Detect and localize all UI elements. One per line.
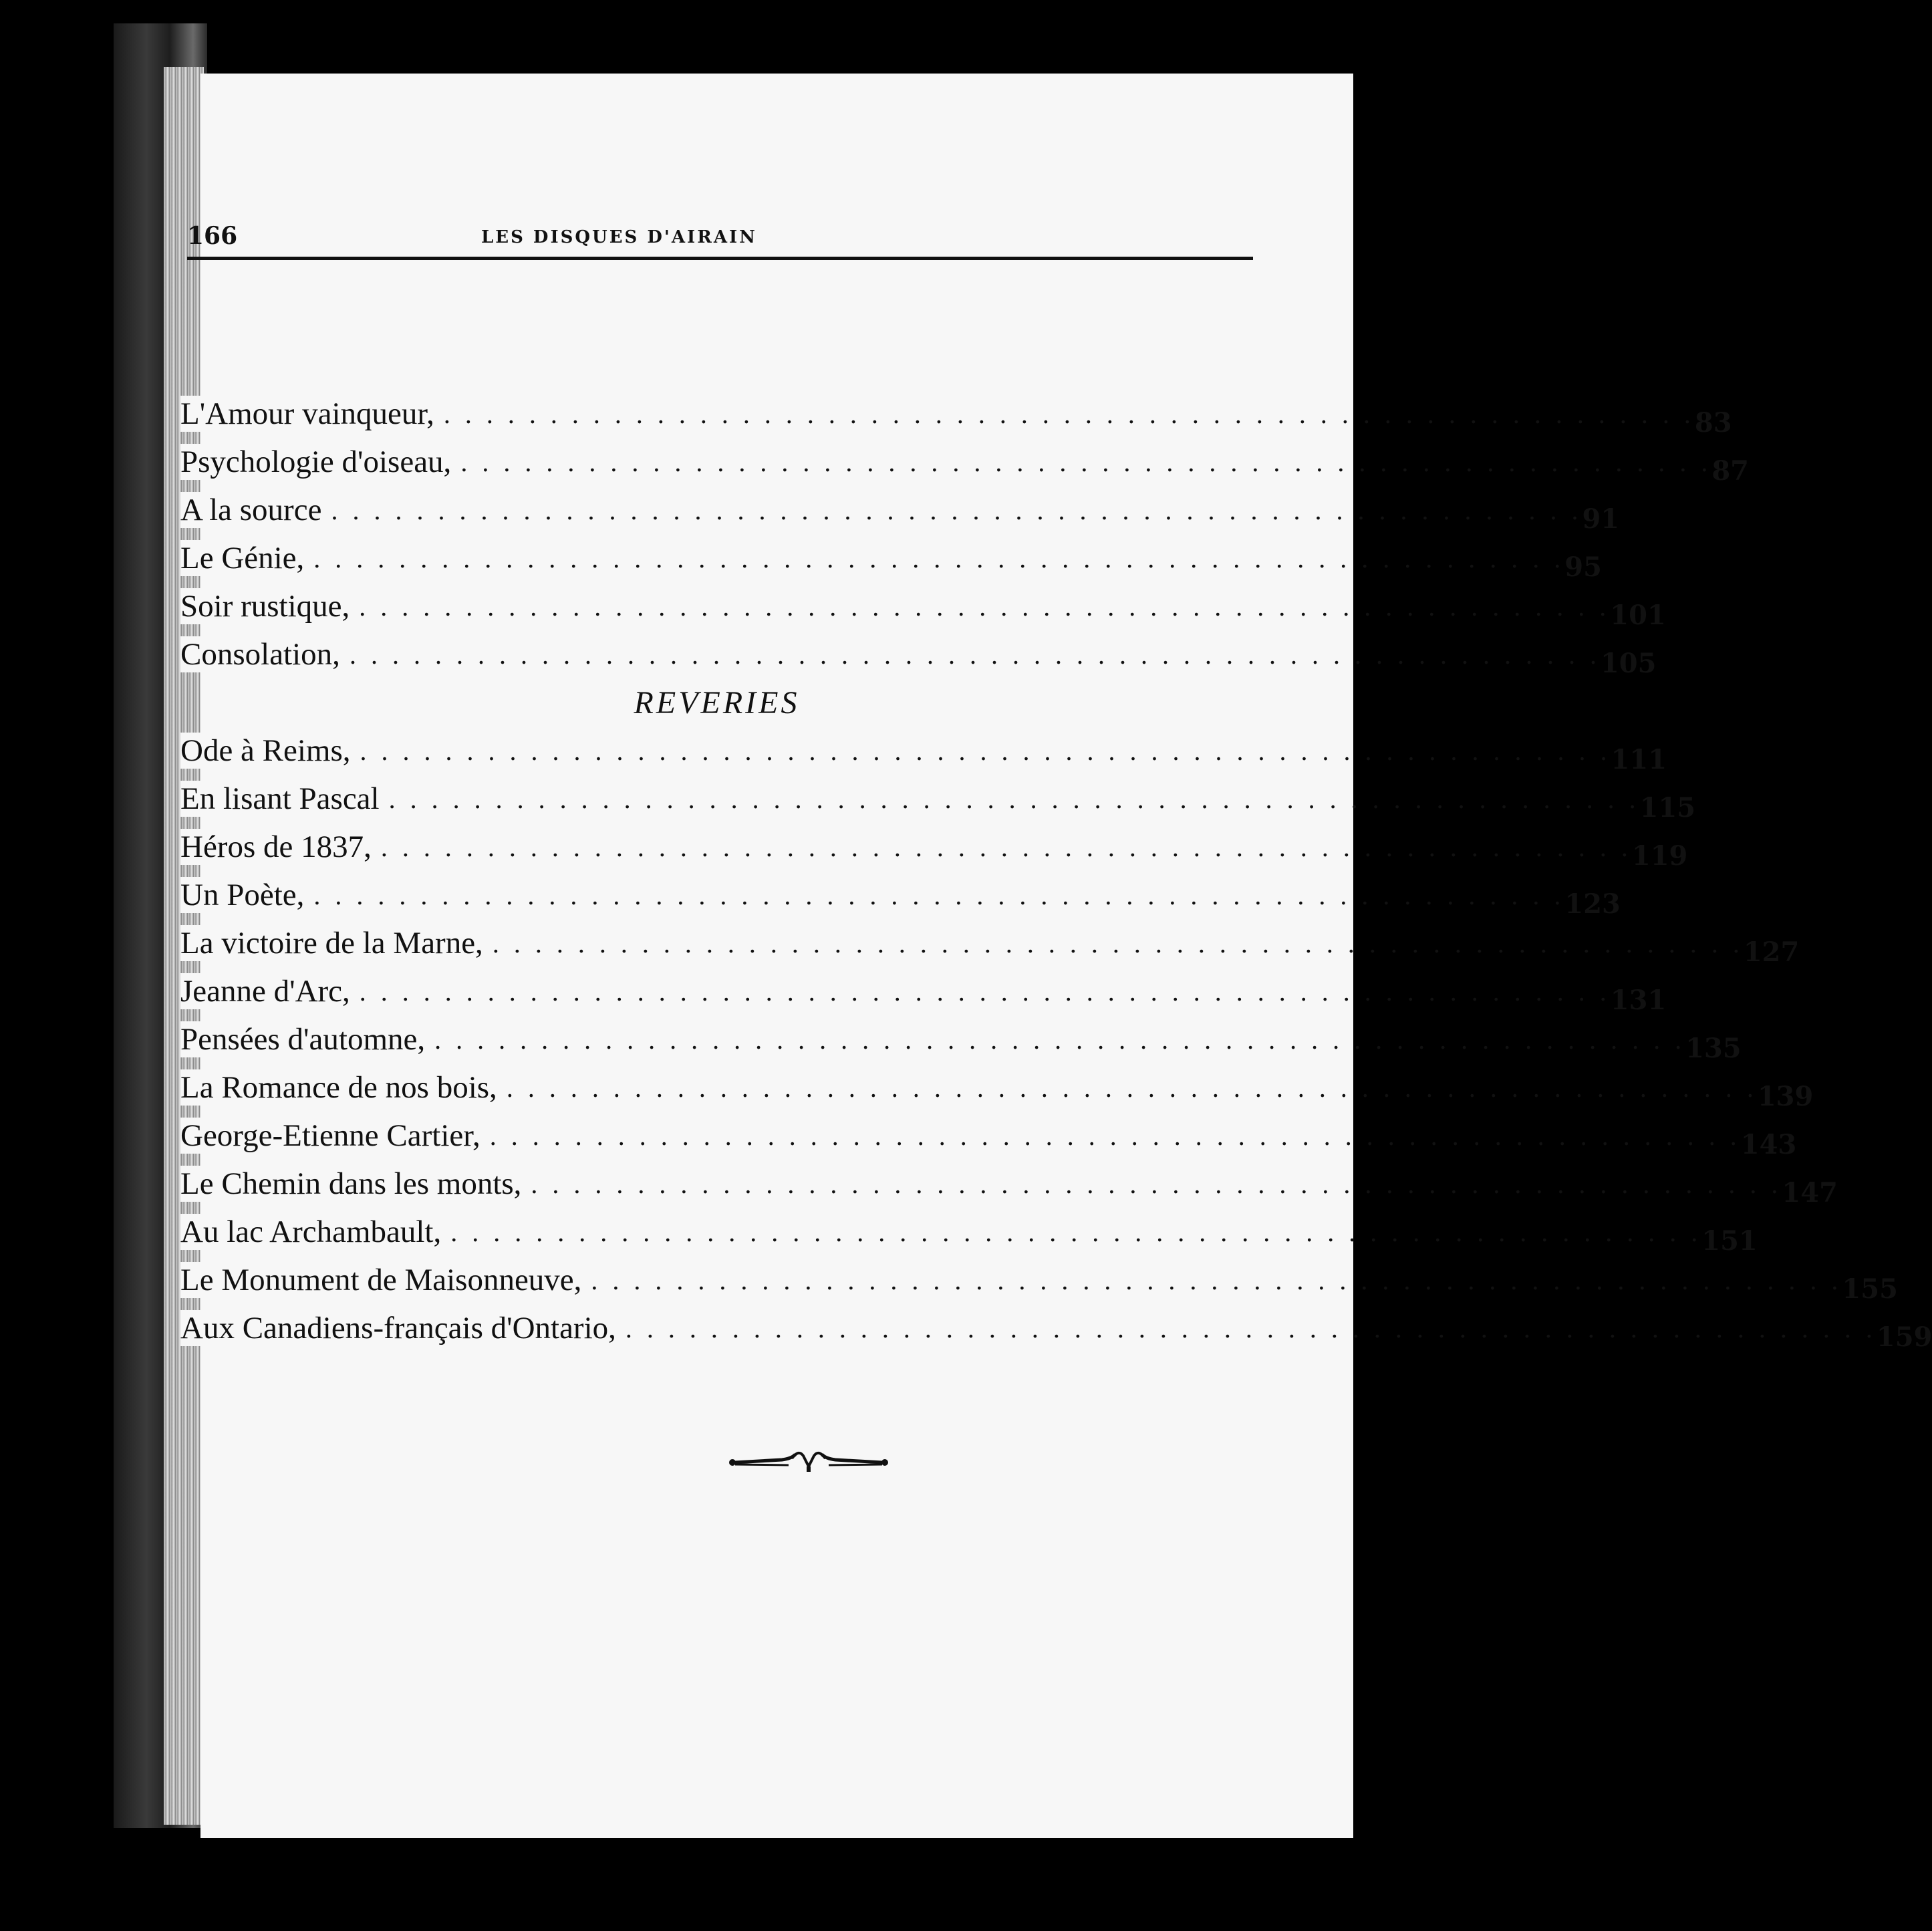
leader-dots: . . . . . . . . . . . . . . . . . . . . . . . . . . . . . . . . . . . . . . . . . . . . . . . . . . . . . . . . . . . xyxy=(331,495,1582,525)
toc-entry-page: 101 xyxy=(1610,600,1666,631)
toc-entry xyxy=(180,829,1688,877)
toc-entry-title: Consolation, xyxy=(180,636,350,672)
leader-dots: . . . . . . . . . . . . . . . . . . . . . . . . . . . . . . . . . . . . . . . . . . . . . . . . . . . . . . . . . . . xyxy=(380,832,1632,862)
toc-entry-title: En lisant Pascal xyxy=(180,781,389,817)
toc-entry-page: 127 xyxy=(1743,936,1800,968)
leader-dots: . . . . . . . . . . . . . . . . . . . . . . . . . . . . . . . . . . . . . . . . . . . . . . . . . . . . . . . . . . . xyxy=(349,640,1601,670)
toc-entry-title: La victoire de la Marne, xyxy=(180,925,493,961)
toc-entry-title: Au lac Archambault, xyxy=(180,1214,450,1250)
toc-entry-title: Ode à Reims, xyxy=(180,733,360,769)
toc-entry-title: Aux Canadiens-français d'Ontario, xyxy=(180,1310,626,1346)
toc-entry-title: George-Etienne Cartier, xyxy=(180,1118,490,1154)
toc-entry-page: 143 xyxy=(1740,1129,1797,1160)
toc-entry xyxy=(180,1310,1932,1358)
leader-dots: . . . . . . . . . . . . . . . . . . . . . . . . . . . . . . . . . . . . . . . . . . . . . . . . . . . . . . . . . . . xyxy=(492,928,1744,958)
leader-dots: . . . . . . . . . . . . . . . . . . . . . . . . . . . . . . . . . . . . . . . . . . . . . . . . . . . . . . . . . . . xyxy=(625,1313,1877,1343)
leader-dots: . . . . . . . . . . . . . . . . . . . . . . . . . . . . . . . . . . . . . . . . . . . . . . . . . . . . . . . . . . . xyxy=(591,1265,1842,1295)
toc-entry-page: 139 xyxy=(1757,1081,1814,1112)
toc-entry xyxy=(180,1166,1838,1214)
toc-entry xyxy=(180,925,1800,973)
toc-entry-title: Un Poète, xyxy=(180,877,313,913)
leader-dots: . . . . . . . . . . . . . . . . . . . . . . . . . . . . . . . . . . . . . . . . . . . . . . . . . . . . . . . . . . . xyxy=(531,1169,1782,1199)
leader-dots: . . . . . . . . . . . . . . . . . . . . . . . . . . . . . . . . . . . . . . . . . . . . . . . . . . . . . . . . . . . xyxy=(506,1073,1758,1103)
toc-entry xyxy=(180,733,1667,781)
toc-entry xyxy=(180,1262,1898,1310)
leader-dots: . . . . . . . . . . . . . . . . . . . . . . . . . . . . . . . . . . . . . . . . . . . . . . . . . . . . . . . . . . . xyxy=(434,1025,1686,1055)
toc-entry-page: 105 xyxy=(1600,648,1657,679)
toc-entry-title: Héros de 1837, xyxy=(180,829,381,865)
toc-entry xyxy=(180,540,1602,588)
toc-entry-title: Pensées d'automne, xyxy=(180,1021,434,1057)
toc-entry xyxy=(180,1214,1758,1262)
table-of-contents xyxy=(180,396,1932,1358)
toc-entry xyxy=(180,492,1620,540)
toc-entry xyxy=(180,444,1749,492)
fleuron-ornament-icon xyxy=(728,1436,889,1476)
toc-entry-title: Jeanne d'Arc, xyxy=(180,973,360,1009)
section-heading: REVERIES xyxy=(634,685,800,721)
toc-entry-title: A la source xyxy=(180,492,331,528)
toc-entry xyxy=(180,588,1666,636)
toc-entry-page: 155 xyxy=(1842,1273,1898,1305)
toc-entry xyxy=(180,1021,1742,1069)
toc-entry-page: 159 xyxy=(1876,1321,1932,1353)
leader-dots: . . . . . . . . . . . . . . . . . . . . . . . . . . . . . . . . . . . . . . . . . . . . . . . . . . . . . . . . . . . xyxy=(460,447,1712,477)
leader-dots: . . . . . . . . . . . . . . . . . . . . . . . . . . . . . . . . . . . . . . . . . . . . . . . . . . . . . . . . . . . xyxy=(359,592,1611,622)
toc-entry-title: Le Monument de Maisonneuve, xyxy=(180,1262,591,1298)
leader-dots: . . . . . . . . . . . . . . . . . . . . . . . . . . . . . . . . . . . . . . . . . . . . . . . . . . . . . . . . . . . xyxy=(450,1217,1702,1247)
toc-entry xyxy=(180,1069,1814,1118)
toc-entry xyxy=(180,396,1732,444)
toc-entry-title: Le Génie, xyxy=(180,540,313,576)
toc-entry xyxy=(180,973,1667,1021)
toc-entry-page: 115 xyxy=(1639,792,1696,823)
toc-entry-page: 111 xyxy=(1611,744,1667,775)
toc-entry-title: Le Chemin dans les monts, xyxy=(180,1166,531,1202)
toc-entry-title: La Romance de nos bois, xyxy=(180,1069,507,1106)
leader-dots: . . . . . . . . . . . . . . . . . . . . . . . . . . . . . . . . . . . . . . . . . . . . . . . . . . . . . . . . . . . xyxy=(313,543,1565,573)
leader-dots: . . . . . . . . . . . . . . . . . . . . . . . . . . . . . . . . . . . . . . . . . . . . . . . . . . . . . . . . . . . xyxy=(388,784,1640,814)
toc-entry-page: 123 xyxy=(1564,888,1621,920)
page-header xyxy=(187,222,1253,260)
running-title: LES DISQUES D'AIRAIN xyxy=(481,227,757,247)
toc-entry-page: 83 xyxy=(1694,407,1732,438)
toc-entry xyxy=(180,636,1657,684)
toc-entry-page: 135 xyxy=(1685,1033,1742,1064)
toc-entry-page: 147 xyxy=(1782,1177,1838,1208)
toc-entry-page: 95 xyxy=(1564,551,1602,583)
leader-dots: . . . . . . . . . . . . . . . . . . . . . . . . . . . . . . . . . . . . . . . . . . . . . . . . . . . . . . . . . . . xyxy=(489,1121,1741,1151)
toc-entry-page: 87 xyxy=(1711,455,1749,487)
leader-dots: . . . . . . . . . . . . . . . . . . . . . . . . . . . . . . . . . . . . . . . . . . . . . . . . . . . . . . . . . . . xyxy=(360,736,1611,766)
toc-entry xyxy=(180,1118,1797,1166)
toc-entry xyxy=(180,877,1621,925)
leader-dots: . . . . . . . . . . . . . . . . . . . . . . . . . . . . . . . . . . . . . . . . . . . . . . . . . . . . . . . . . . . xyxy=(443,399,1695,429)
leader-dots: . . . . . . . . . . . . . . . . . . . . . . . . . . . . . . . . . . . . . . . . . . . . . . . . . . . . . . . . . . . xyxy=(313,880,1565,910)
toc-entry-page: 151 xyxy=(1701,1225,1758,1257)
toc-entry-title: Psychologie d'oiseau, xyxy=(180,444,460,480)
leader-dots: . . . . . . . . . . . . . . . . . . . . . . . . . . . . . . . . . . . . . . . . . . . . . . . . . . . . . . . . . . . xyxy=(359,977,1611,1007)
toc-entry-page: 131 xyxy=(1610,985,1667,1016)
page-number: 166 xyxy=(187,222,238,250)
toc-entry-title: L'Amour vainqueur, xyxy=(180,396,444,432)
toc-entry-page: 119 xyxy=(1631,840,1688,872)
toc-entry-title: Soir rustique, xyxy=(180,588,359,624)
toc-entry xyxy=(180,781,1696,829)
toc-entry-page: 91 xyxy=(1582,503,1620,535)
